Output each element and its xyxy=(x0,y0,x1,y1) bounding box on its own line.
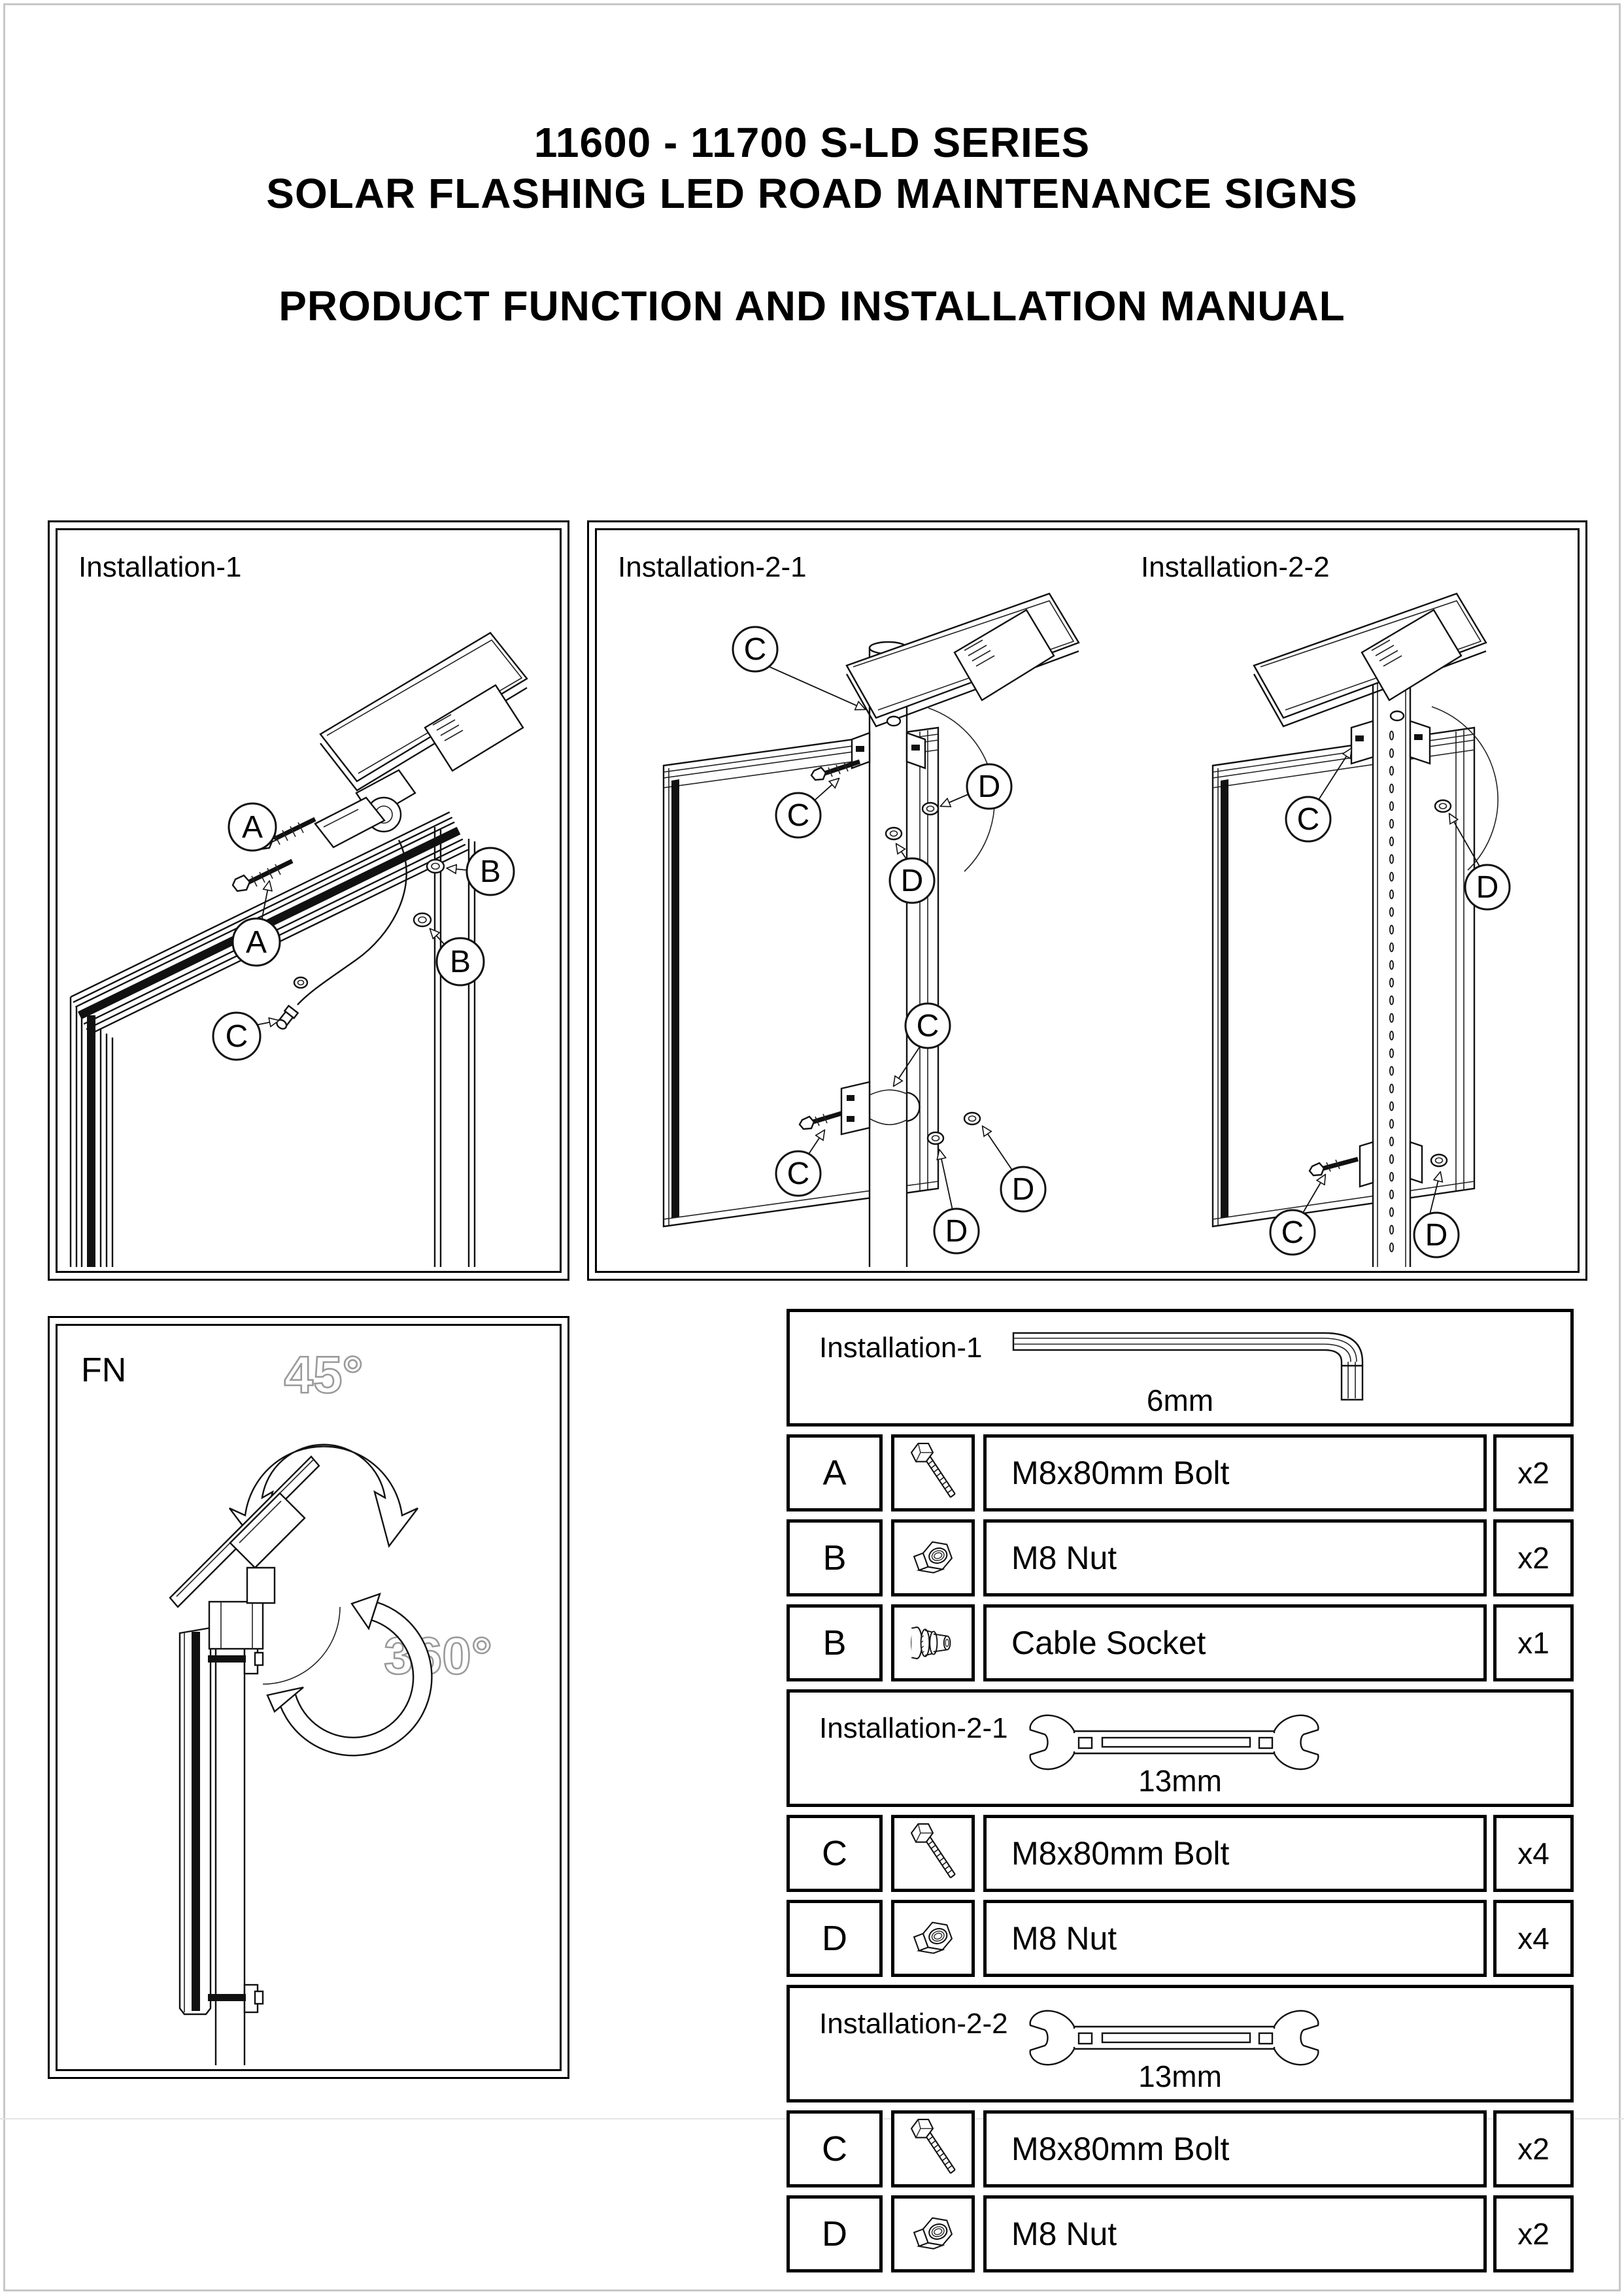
svg-text:B: B xyxy=(479,854,501,889)
tool-size-label: 6mm xyxy=(1146,1383,1214,1417)
part-quantity-cell: x2 xyxy=(1493,1434,1574,1511)
solar-panel-2-1 xyxy=(847,594,1079,726)
perforated-post xyxy=(1373,669,1410,1267)
bolt-a-2 xyxy=(233,861,292,891)
callout-2-1-d-right xyxy=(941,764,1011,809)
parts-row xyxy=(787,1604,1574,1681)
callout-2-1-d-bottom2 xyxy=(983,1126,1045,1211)
installation-2-panel xyxy=(587,520,1587,1281)
page-subtitle: PRODUCT FUNCTION AND INSTALLATION MANUAL xyxy=(279,282,1345,329)
part-icon-cell xyxy=(891,2195,975,2272)
part-icon-cell xyxy=(891,1815,975,1892)
svg-text:C: C xyxy=(743,632,767,667)
svg-text:C: C xyxy=(1281,1215,1304,1250)
svg-text:D: D xyxy=(945,1214,968,1249)
page-title-line2: SOLAR FLASHING LED ROAD MAINTENANCE SIGNS xyxy=(266,170,1358,217)
part-description-cell: M8x80mm Bolt xyxy=(983,2110,1487,2187)
part-icon-cell xyxy=(891,1519,975,1596)
parts-row xyxy=(787,2110,1574,2187)
installation-2-2-drawing xyxy=(1213,594,1510,1267)
sign-left-frame xyxy=(71,997,112,1267)
tool-size-label: 13mm xyxy=(1138,2059,1222,2093)
callout-2-1-d-bottom1 xyxy=(934,1150,979,1253)
round-pole xyxy=(870,642,907,1267)
callout-a-1 xyxy=(229,803,276,851)
part-description-cell: M8 Nut xyxy=(983,1900,1487,1977)
svg-text:D: D xyxy=(1476,870,1499,905)
part-icon-cell xyxy=(891,2110,975,2187)
parts-table xyxy=(787,1309,1574,2280)
fn-diagram xyxy=(59,1327,556,2065)
rear-mounting-strip xyxy=(435,827,475,1267)
svg-text:C: C xyxy=(225,1019,248,1054)
nut-d-lower-2 xyxy=(964,1113,980,1124)
parts-section-label: Installation-1 xyxy=(819,1332,983,1364)
part-quantity-cell: x4 xyxy=(1493,1815,1574,1892)
part-description-cell: M8x80mm Bolt xyxy=(983,1434,1487,1511)
page-title-line1: 11600 - 11700 S-LD SERIES xyxy=(533,119,1091,166)
sign-edge-stripe xyxy=(671,779,679,1218)
mount-column xyxy=(208,1646,263,2065)
parts-section-header xyxy=(787,1689,1574,1807)
svg-text:C: C xyxy=(1296,802,1320,837)
part-ref-cell: A xyxy=(787,1434,883,1511)
part-ref-cell: D xyxy=(787,2195,883,2272)
tool-size-label: 13mm xyxy=(1138,1764,1222,1798)
nut-icon xyxy=(905,2206,961,2262)
svg-text:D: D xyxy=(1425,1218,1448,1253)
tilt-angle-label: 45° xyxy=(284,1345,364,1404)
installation-2-2-label: Installation-2-2 xyxy=(1141,551,1330,583)
cable-connector xyxy=(275,1005,298,1031)
bolt-icon xyxy=(902,1819,964,1887)
mount-block xyxy=(209,1602,263,1649)
svg-text:B: B xyxy=(449,945,471,979)
sign-edge-stripe-2 xyxy=(1221,779,1228,1218)
part-ref-cell: C xyxy=(787,1815,883,1892)
part-ref-cell: D xyxy=(787,1900,883,1977)
part-icon-cell xyxy=(891,1900,975,1977)
fn-label: FN xyxy=(81,1351,127,1389)
parts-row xyxy=(787,1900,1574,1977)
part-icon-cell xyxy=(891,1604,975,1681)
cable-socket-icon xyxy=(899,1615,967,1670)
bolt-icon xyxy=(902,1439,964,1507)
installation-1-label: Installation-1 xyxy=(78,551,242,583)
part-description-cell: M8 Nut xyxy=(983,2195,1487,2272)
parts-row xyxy=(787,1519,1574,1596)
nut-d-bottom-2 xyxy=(1431,1155,1447,1166)
parts-section-header xyxy=(787,1985,1574,2102)
solar-panel-2-2 xyxy=(1254,594,1486,726)
svg-text:D: D xyxy=(900,864,924,898)
parts-section-label: Installation-2-1 xyxy=(819,1712,1008,1744)
parts-row xyxy=(787,1434,1574,1511)
parts-row xyxy=(787,2195,1574,2272)
nut-icon xyxy=(905,1530,961,1586)
parts-row xyxy=(787,1815,1574,1892)
part-quantity-cell: x2 xyxy=(1493,2195,1574,2272)
part-quantity-cell: x2 xyxy=(1493,2110,1574,2187)
svg-text:A: A xyxy=(245,925,267,960)
svg-text:C: C xyxy=(916,1009,939,1043)
rotate-angle-label: 360° xyxy=(384,1627,492,1685)
sign-face-2 xyxy=(1213,728,1474,1226)
svg-text:C: C xyxy=(787,798,810,833)
installation-1-panel xyxy=(48,520,569,1281)
nut-d-lower-1 xyxy=(928,1132,943,1144)
part-quantity-cell: x2 xyxy=(1493,1519,1574,1596)
callout-2-1-c-top xyxy=(733,627,865,709)
part-ref-cell: B xyxy=(787,1604,883,1681)
solar-panel xyxy=(320,633,527,790)
callout-c-1 xyxy=(213,1013,279,1060)
nut-d-upper-1 xyxy=(922,803,938,815)
nut-b-2 xyxy=(414,913,431,926)
part-ref-cell: B xyxy=(787,1519,883,1596)
installation-1-diagram xyxy=(59,532,556,1267)
gland-nut xyxy=(294,977,307,988)
nut-icon xyxy=(905,1910,961,1967)
fn-panel xyxy=(48,1316,569,2079)
part-quantity-cell: x4 xyxy=(1493,1900,1574,1977)
nut-d-upper-2 xyxy=(886,828,902,839)
installation-2-1-drawing xyxy=(664,594,1079,1267)
installation-2-diagram xyxy=(598,532,1574,1267)
part-description-cell: Cable Socket xyxy=(983,1604,1487,1681)
bolt-icon xyxy=(902,2115,964,2183)
part-description-cell: M8x80mm Bolt xyxy=(983,1815,1487,1892)
nut-b-1 xyxy=(427,860,444,873)
callout-b-2 xyxy=(430,929,484,985)
part-icon-cell xyxy=(891,1434,975,1511)
svg-text:A: A xyxy=(241,810,263,845)
svg-text:D: D xyxy=(977,769,1001,804)
sign-panel-side xyxy=(180,1628,211,2014)
part-description-cell: M8 Nut xyxy=(983,1519,1487,1596)
parts-section-label: Installation-2-2 xyxy=(819,2008,1008,2040)
svg-text:C: C xyxy=(787,1156,810,1191)
parts-section-header xyxy=(787,1309,1574,1427)
nut-d-top-2 xyxy=(1435,800,1451,812)
part-ref-cell: C xyxy=(787,2110,883,2187)
part-quantity-cell: x1 xyxy=(1493,1604,1574,1681)
installation-2-1-label: Installation-2-1 xyxy=(618,551,807,583)
tilted-solar-panel xyxy=(170,1457,319,1607)
fn-swing-arc xyxy=(263,1607,340,1684)
svg-text:D: D xyxy=(1011,1172,1035,1207)
